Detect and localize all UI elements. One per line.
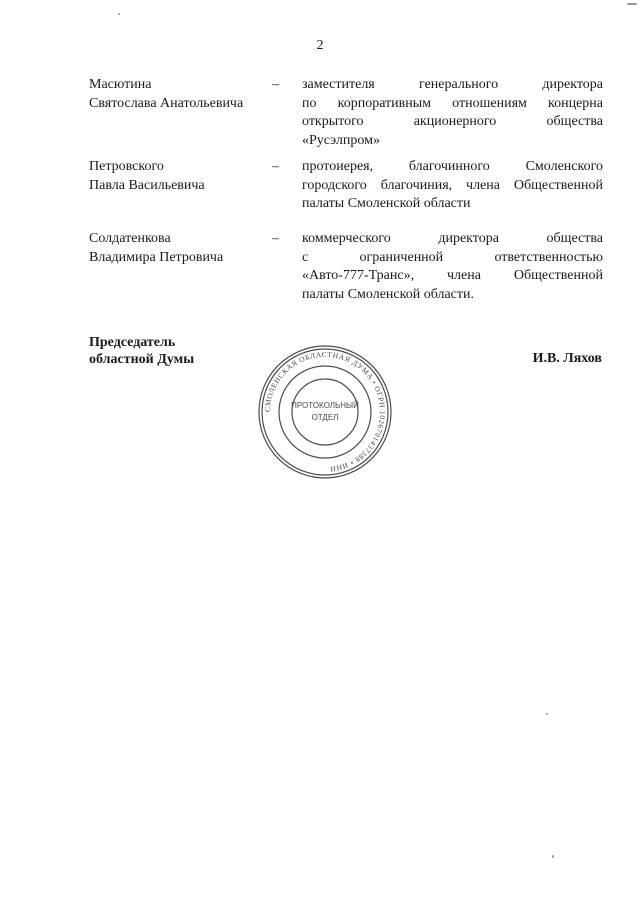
name-line: Петровского [89, 159, 164, 174]
signatory-title [89, 334, 194, 368]
position-line: городского благочиния, члена Общественной [302, 177, 603, 193]
position-line: протоиерея, благочинного Смоленского [302, 159, 603, 174]
dash: – [272, 77, 279, 92]
appointee-name [89, 76, 269, 113]
dash: – [272, 231, 279, 246]
scan-speck [546, 713, 548, 715]
scan-speck [627, 3, 637, 5]
appointee-position [302, 76, 603, 150]
position-line: открытого акционерного общества [302, 114, 603, 129]
seal-center-ring [292, 379, 358, 445]
position-line: коммерческого директора общества [302, 231, 603, 246]
position-line: «Русэлпром» [302, 132, 380, 148]
position-line: с ограниченной ответственностью [302, 249, 603, 265]
seal-outer-text: СМОЛЕНСКАЯ ОБЛАСТНАЯ ДУМА • ОГРН 1026701437388 • ИНН [262, 349, 388, 474]
position-line: палаты Смоленской области [302, 196, 471, 211]
page-number: 2 [316, 38, 324, 53]
title-line: Председатель [89, 335, 176, 350]
scan-speck [552, 855, 554, 858]
name-line: Масютина [89, 77, 152, 92]
position-line: палаты Смоленской области. [302, 286, 474, 302]
name-line: Святослава Анатольевича [89, 95, 244, 111]
official-seal [255, 342, 395, 482]
dash: – [272, 159, 279, 174]
appointee-position [302, 230, 603, 304]
title-line: областной Думы [89, 352, 195, 367]
scan-speck [118, 13, 120, 15]
seal-center-text: ОТДЕЛ [311, 413, 339, 422]
seal-ring [262, 349, 388, 475]
signatory-name: И.В. Ляхов [532, 351, 602, 366]
name-line: Солдатенкова [89, 231, 171, 246]
seal-center-text: ПРОТОКОЛЬНЫЙ [291, 401, 359, 410]
seal-inner-ring [279, 366, 371, 458]
name-line: Владимира Петровича [89, 249, 224, 265]
name-line: Павла Васильевича [89, 177, 205, 193]
appointee-name [89, 230, 269, 267]
position-line: «Авто-777-Транс», члена Общественной [302, 268, 603, 283]
position-line: заместителя генерального директора [302, 77, 603, 92]
appointee-name [89, 158, 269, 195]
appointee-position [302, 158, 603, 214]
position-line: по корпоративным отношениям концерна [302, 95, 603, 111]
